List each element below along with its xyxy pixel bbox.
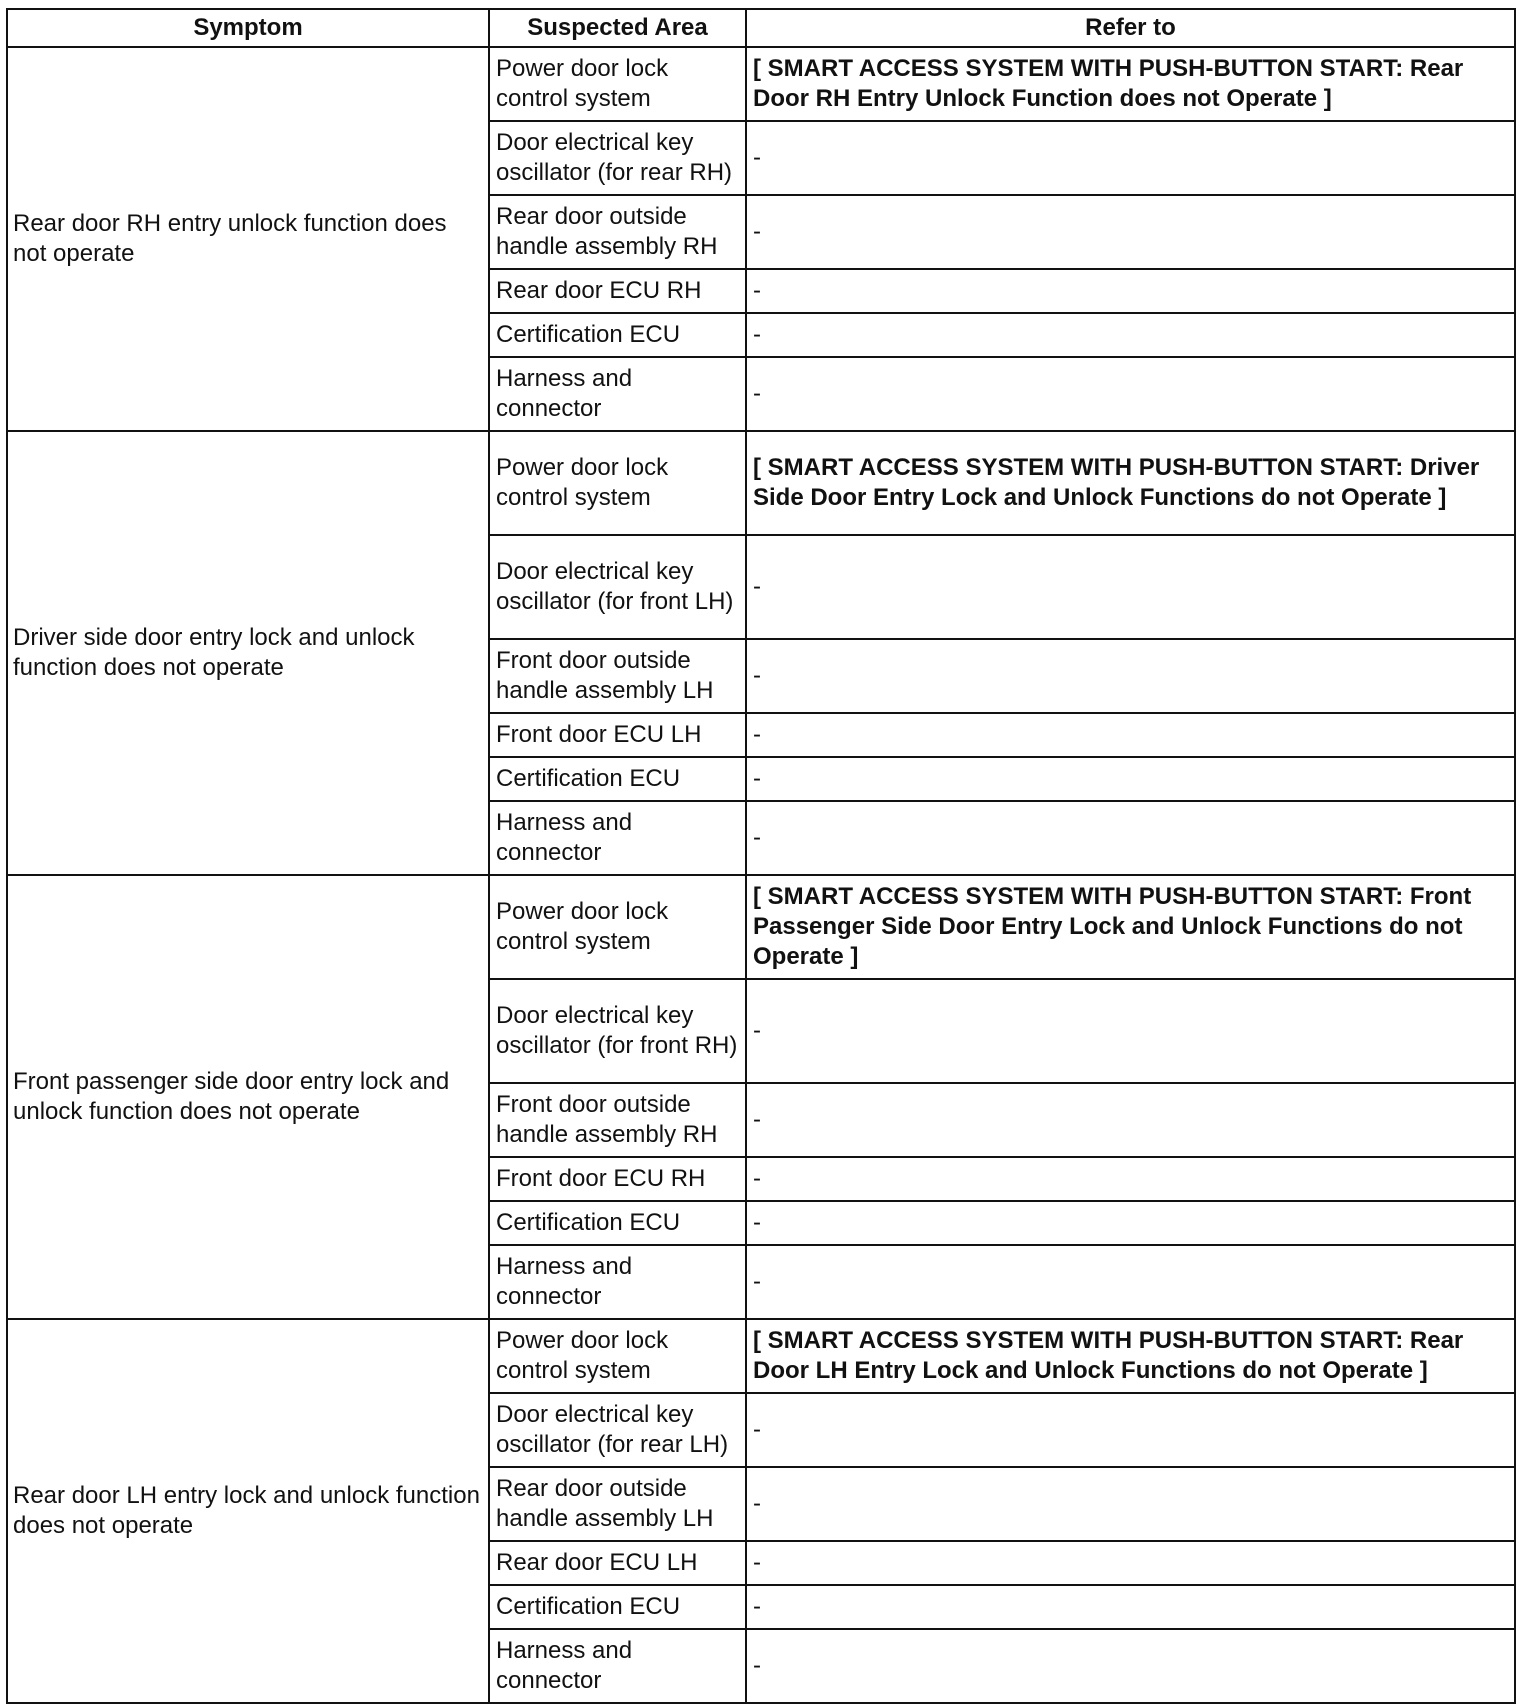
suspected-area-cell: Rear door ECU LH [489,1541,746,1585]
refer-to-cell: - [746,1629,1515,1703]
refer-to-cell: - [746,1201,1515,1245]
header-refer-to: Refer to [746,9,1515,47]
suspected-area-cell: Certification ECU [489,1585,746,1629]
refer-to-cell: - [746,357,1515,431]
suspected-area-cell: Rear door outside handle assembly RH [489,195,746,269]
suspected-area-cell: Door electrical key oscillator (for front LH) [489,535,746,639]
refer-to-cell: - [746,1541,1515,1585]
suspected-area-cell: Power door lock control system [489,875,746,979]
symptom-cell: Rear door LH entry lock and unlock function does not operate [7,1319,489,1703]
suspected-area-cell: Front door outside handle assembly LH [489,639,746,713]
refer-to-link[interactable]: [ SMART ACCESS SYSTEM WITH PUSH-BUTTON START: Driver Side Door Entry Lock and Unlock Functions do not Operate ] [746,431,1515,535]
refer-to-cell: - [746,269,1515,313]
suspected-area-cell: Rear door ECU RH [489,269,746,313]
suspected-area-cell: Harness and connector [489,801,746,875]
refer-to-cell: - [746,535,1515,639]
suspected-area-cell: Power door lock control system [489,47,746,121]
refer-to-cell: - [746,713,1515,757]
symptom-table [6,8,1516,1704]
symptom-cell: Driver side door entry lock and unlock function does not operate [7,431,489,875]
suspected-area-cell: Harness and connector [489,1629,746,1703]
table-row [7,875,1515,979]
suspected-area-cell: Power door lock control system [489,431,746,535]
suspected-area-cell: Harness and connector [489,1245,746,1319]
refer-to-cell: - [746,979,1515,1083]
refer-to-cell: - [746,1467,1515,1541]
refer-to-cell: - [746,1083,1515,1157]
table-row [7,1319,1515,1393]
refer-to-cell: - [746,1585,1515,1629]
refer-to-cell: - [746,639,1515,713]
table-row [7,47,1515,121]
header-suspected-area: Suspected Area [489,9,746,47]
suspected-area-cell: Door electrical key oscillator (for rear RH) [489,121,746,195]
suspected-area-cell: Front door ECU LH [489,713,746,757]
suspected-area-cell: Door electrical key oscillator (for rear LH) [489,1393,746,1467]
suspected-area-cell: Front door ECU RH [489,1157,746,1201]
refer-to-link[interactable]: [ SMART ACCESS SYSTEM WITH PUSH-BUTTON START: Rear Door LH Entry Lock and Unlock Functions do not Operate ] [746,1319,1515,1393]
suspected-area-cell: Front door outside handle assembly RH [489,1083,746,1157]
suspected-area-cell: Door electrical key oscillator (for front RH) [489,979,746,1083]
refer-to-cell: - [746,757,1515,801]
refer-to-cell: - [746,1393,1515,1467]
suspected-area-cell: Harness and connector [489,357,746,431]
refer-to-cell: - [746,1245,1515,1319]
suspected-area-cell: Power door lock control system [489,1319,746,1393]
refer-to-cell: - [746,121,1515,195]
header-symptom: Symptom [7,9,489,47]
symptom-cell: Front passenger side door entry lock and unlock function does not operate [7,875,489,1319]
symptom-cell: Rear door RH entry unlock function does not operate [7,47,489,431]
refer-to-cell: - [746,801,1515,875]
suspected-area-cell: Certification ECU [489,757,746,801]
refer-to-cell: - [746,313,1515,357]
refer-to-cell: - [746,1157,1515,1201]
refer-to-cell: - [746,195,1515,269]
suspected-area-cell: Certification ECU [489,313,746,357]
header-row [7,9,1515,47]
refer-to-link[interactable]: [ SMART ACCESS SYSTEM WITH PUSH-BUTTON START: Rear Door RH Entry Unlock Function does not Operate ] [746,47,1515,121]
suspected-area-cell: Certification ECU [489,1201,746,1245]
suspected-area-cell: Rear door outside handle assembly LH [489,1467,746,1541]
refer-to-link[interactable]: [ SMART ACCESS SYSTEM WITH PUSH-BUTTON START: Front Passenger Side Door Entry Lock and Unlock Functions do not Operate ] [746,875,1515,979]
table-row [7,431,1515,535]
